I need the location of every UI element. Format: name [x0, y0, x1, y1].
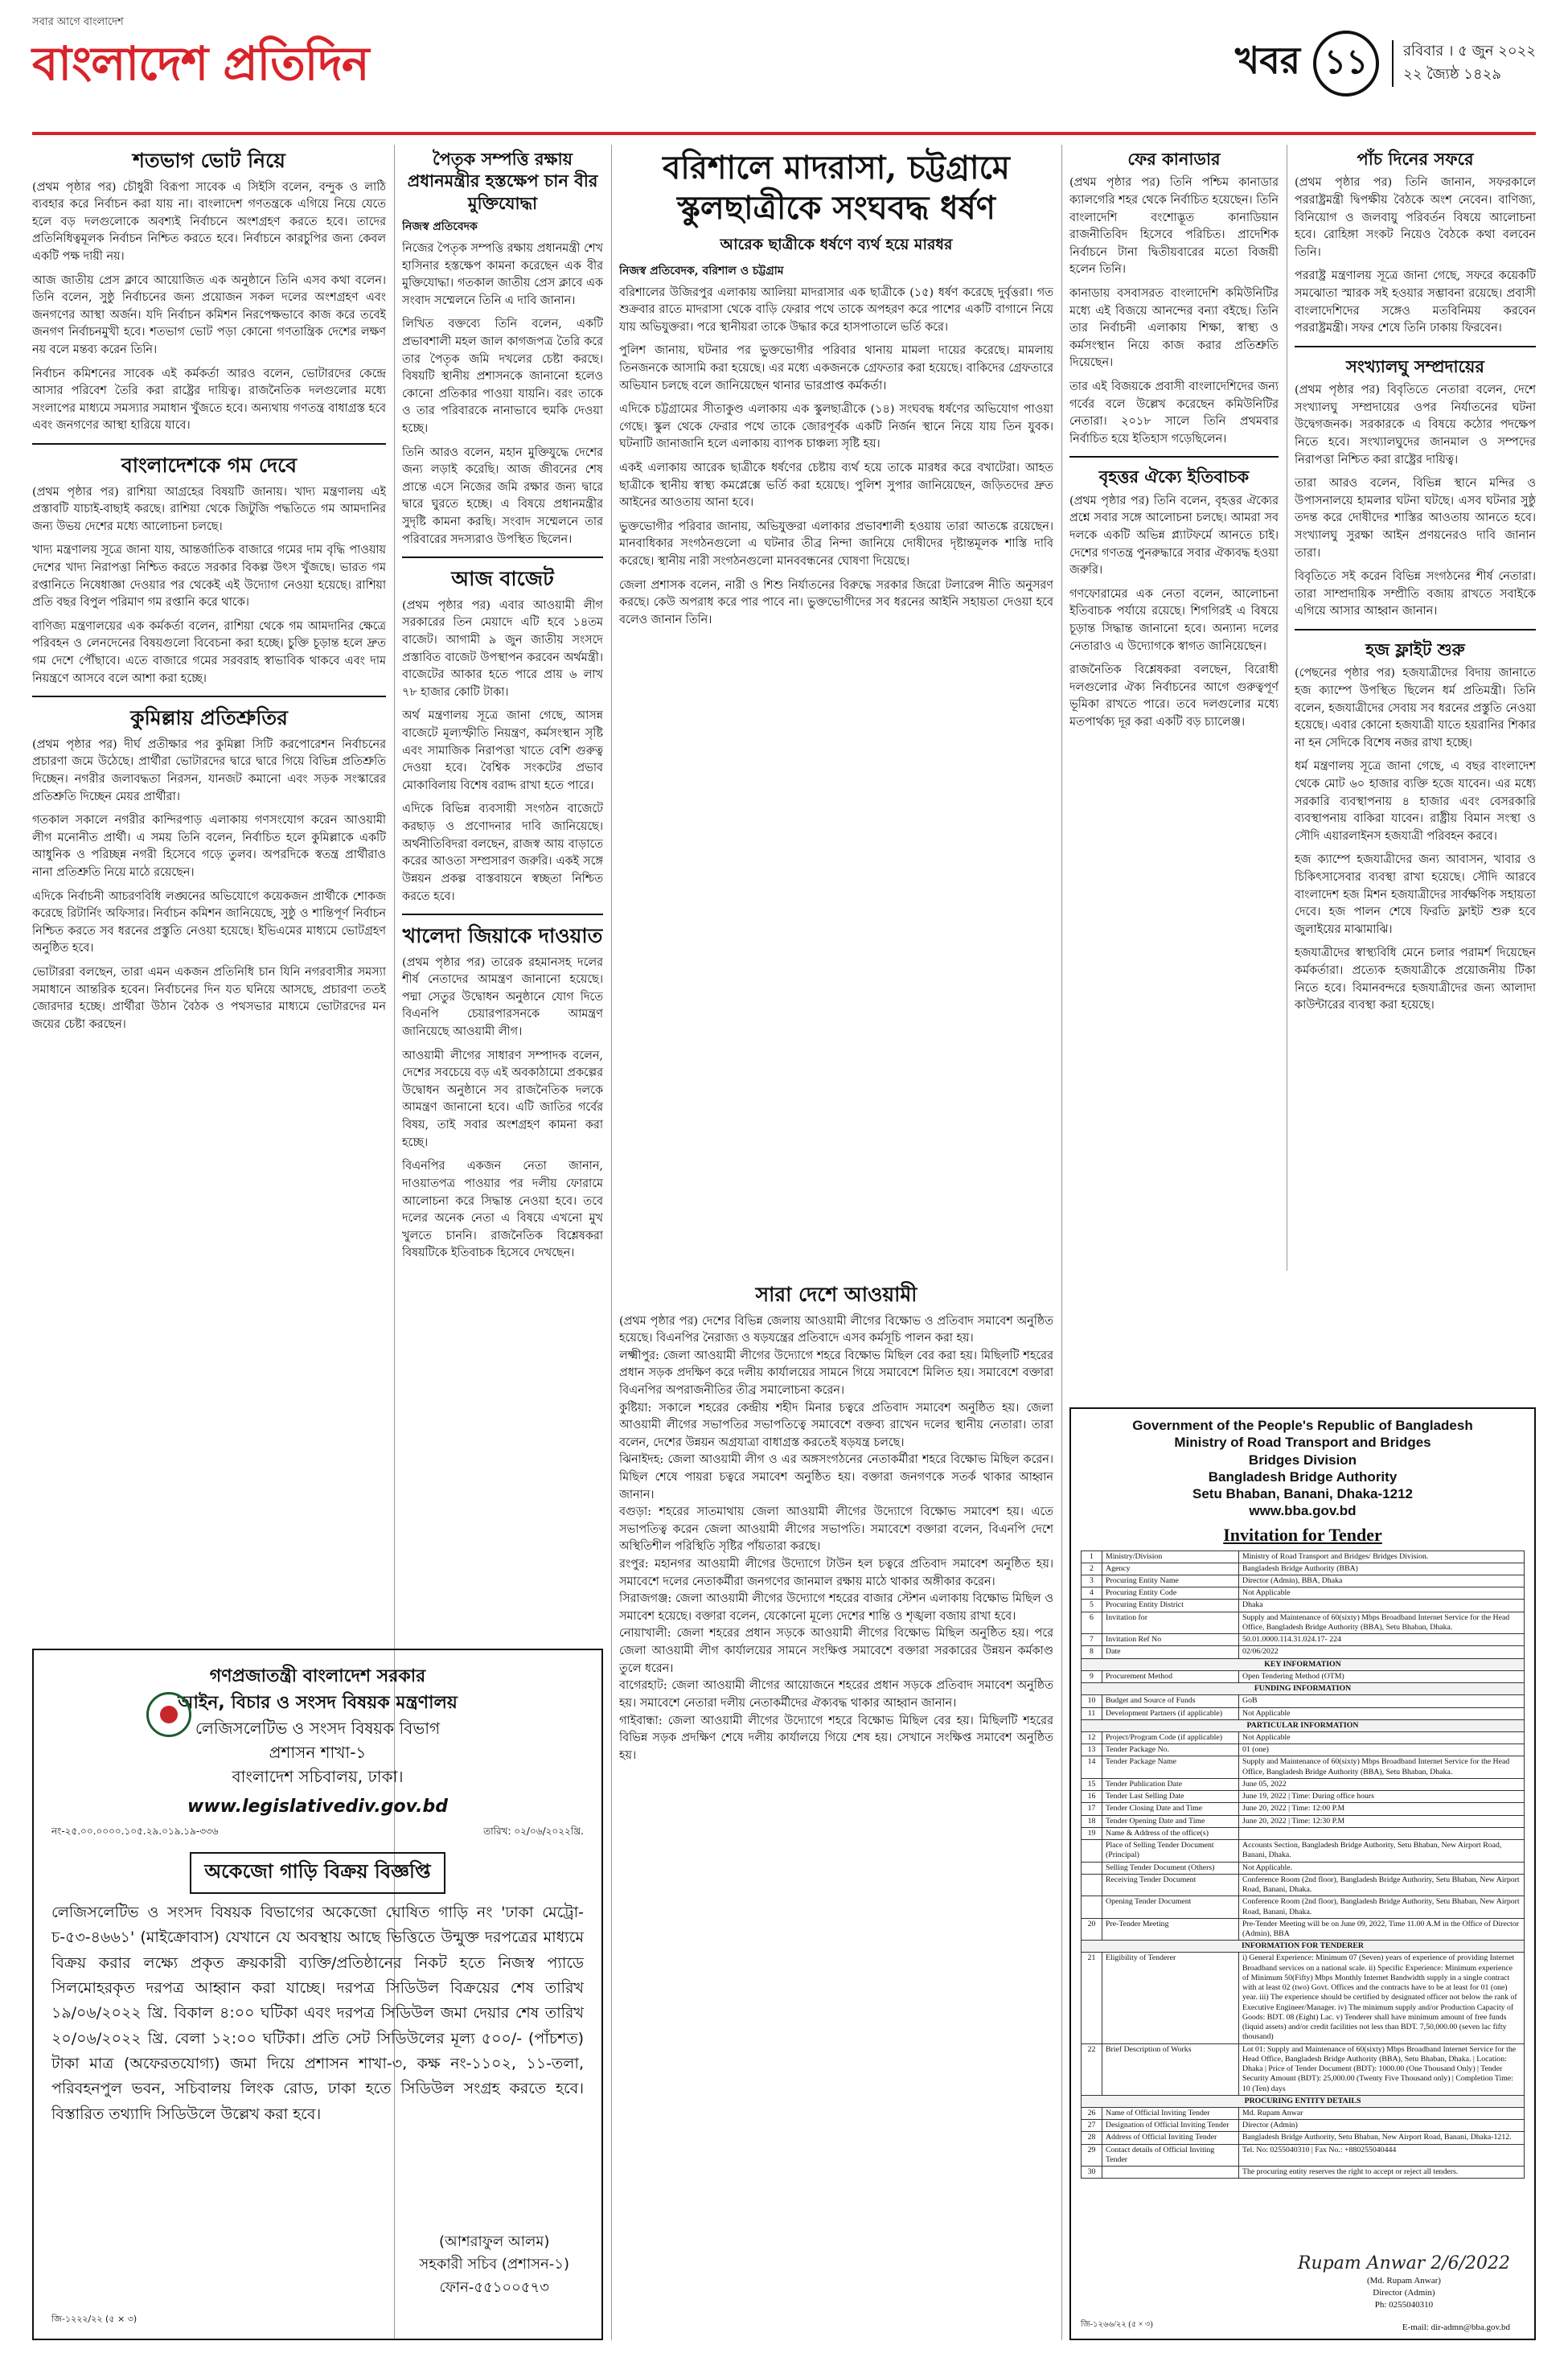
govt-vehicle-sale-notice	[32, 1649, 603, 2340]
tender-row-value: 01 (one)	[1239, 1744, 1525, 1756]
lead-headline: বরিশালে মাদরাসা, চট্টগ্রামে স্কুলছাত্রীকে সংঘবদ্ধ ধর্ষণ	[663, 149, 1010, 227]
article-paragraph: লিখিত বক্তব্যে তিনি বলেন, একটি প্রভাবশালী মহল জাল কাগজপত্র তৈরি করে তার পৈতৃক জমি দখলের চেষ্টা করছে। বিষয়টি স্থানীয় প্রশাসনকে জানানো হলেও কোনো প্রতিকার পাওয়া যায়নি। বরং তাকে ও তার পরিবারকে নানাভাবে হুমকি দেওয়া হচ্ছে।	[402, 318, 603, 435]
ad-ministry: আইন, বিচার ও সংসদ বিষয়ক মন্ত্রণালয়	[178, 1693, 458, 1713]
tender-row-number: 13	[1082, 1744, 1102, 1756]
divider	[402, 914, 603, 915]
article-headline: পৈতৃক সম্পত্তি রক্ষায় প্রধানমন্ত্রীর হস্তক্ষেপ চান বীর মুক্তিযোদ্ধা	[407, 149, 598, 213]
article-paragraph: আওয়ামী লীগের সাধারণ সম্পাদক বলেন, দেশের সবচেয়ে বড় এই অবকাঠামো প্রকল্পের উদ্বোধন অনুষ্ঠানে সব রাজনৈতিক দলকে আমন্ত্রণ জানানো হবে। এটি জাতির গর্বের বিষয়, তাই সবার অংশগ্রহণ কামনা করা হচ্ছে।	[402, 1049, 603, 1149]
tender-row-number: 14	[1082, 1756, 1102, 1778]
article-paragraph: গতকাল সকালে নগরীর কান্দিরপাড় এলাকায় গণসংযোগ করেন আওয়ামী লীগ মনোনীত প্রার্থী। এ সময় তিনি বলেন, নির্বাচিত হলে কুমিল্লাকে একটি আধুনিক ও পরিচ্ছন্ন নগরী হিসেবে গড়ে তুলব। অপরদিকে স্বতন্ত্র প্রার্থীরাও নানা প্রতিশ্রুতি নিয়ে মাঠে রয়েছেন।	[32, 814, 386, 879]
article-headline: আজ বাজেট	[451, 567, 554, 591]
article-paragraph: বাণিজ্য মন্ত্রণালয়ের এক কর্মকর্তা বলেন, রাশিয়া থেকে গম আমদানির ক্ষেত্রে পরিবহন ও লেনদেনের বিষয়গুলো বিবেচনা করা হচ্ছে। চুক্তি চূড়ান্ত হলে দ্রুত গম দেশে পৌঁছাবে। এতে বাজারে গমের সরবরাহ স্বাভাবিক থাকবে এবং দাম নিয়ন্ত্রণে আসবে বলে আশা করা হচ্ছে।	[32, 619, 386, 685]
tender-row	[1082, 1670, 1525, 1682]
tender-row-value	[1239, 1827, 1525, 1839]
tender-row-value: June 19, 2022 | Time: During office hours	[1239, 1791, 1525, 1803]
article-headline: খালেদা জিয়াকে দাওয়াত	[402, 924, 603, 948]
tender-footer-code: জি-১২৬৬/২২ (৫ × ৩)	[1081, 2320, 1153, 2329]
tender-row	[1082, 1953, 1525, 2043]
tender-row-value: Not Applicable	[1239, 1732, 1525, 1744]
column-b	[402, 145, 603, 1271]
tender-section-title: KEY INFORMATION	[1082, 1658, 1525, 1670]
article-paragraph: তার এই বিজয়কে প্রবাসী বাংলাদেশিদের জন্য গর্বের বলে উল্লেখ করেছেন কমিউনিটির নেতারা। ২০১৮ সালে তিনি প্রথমবার নির্বাচিত হয়ে ইতিহাস গড়েছিলেন।	[1069, 380, 1279, 446]
article-paragraph: (প্রথম পৃষ্ঠার পর) তিনি বলেন, বৃহত্তর ঐক্যের প্রশ্নে সবার সঙ্গে আলোচনা চলছে। আমরা সব দলকে একটি অভিন্ন প্ল্যাটফর্মে আনতে চাই। দেশের গণতন্ত্র পুনরুদ্ধারে সবার ঐক্যবদ্ধ হওয়া জরুরি।	[1069, 494, 1279, 577]
article-paragraph: এদিকে চট্টগ্রামের সীতাকুণ্ড এলাকায় এক স্কুলছাত্রীকে (১৪) সংঘবদ্ধ ধর্ষণের অভিযোগ পাওয়া গেছে। স্কুল থেকে ফেরার পথে তাকে জোরপূর্বক একটি নির্জন স্থানে নিয়ে যায় তিন যুবক। ঘটনাটি জানাজানি হলে এলাকায় ব্যাপক চাঞ্চল্য সৃষ্টি হয়।	[619, 403, 1053, 451]
column-rule	[1061, 145, 1062, 2340]
tender-row-label: Designation of Official Inviting Tender	[1102, 2120, 1239, 2132]
article-headline: সংখ্যালঘু সম্প্রদায়ের	[1346, 355, 1484, 376]
ad-signer-title: সহকারী সচিব (প্রশাসন-১)	[419, 2256, 569, 2273]
article-paragraph: রংপুর: মহানগর আওয়ামী লীগের উদ্যোগে টাউন হল চত্বরে প্রতিবাদ সমাবেশ অনুষ্ঠিত হয়। সমাবেশে দলের নেতাকর্মীরা জনগণের জানমাল রক্ষায় মাঠে থাকার অঙ্গীকার করেন।	[619, 1558, 1053, 1588]
article-paitrik	[402, 148, 603, 548]
article-paragraph: তারা আরও বলেন, বিভিন্ন স্থানে মন্দির ও উপাসনালয়ে হামলার ঘটনা ঘটছে। এসব ঘটনার সুষ্ঠু তদন্ত করে দোষীদের শাস্তির আওতায় আনতে হবে। সংখ্যালঘু সুরক্ষা আইন প্রণয়নেরও দাবি জানান তারা।	[1295, 477, 1536, 560]
tender-row	[1082, 1732, 1525, 1744]
article-paragraph: সিরাজগঞ্জ: জেলা আওয়ামী লীগের উদ্যোগে শহরের বাজার স্টেশন এলাকায় বিক্ষোভ মিছিল ও সমাবেশ হয়েছে। বক্তারা বলেন, যেকোনো মূল্যে দেশের শান্তি ও শৃঙ্খলা বজায় রাখা হবে।	[619, 1592, 1053, 1623]
tender-section-title: PROCURING ENTITY DETAILS	[1082, 2095, 1525, 2107]
tender-email: E-mail: dir-admn@bba.gov.bd	[1402, 2323, 1510, 2332]
article-paragraph: (প্রথম পৃষ্ঠার পর) বিবৃতিতে নেতারা বলেন, দেশে সংখ্যালঘু সম্প্রদায়ের ওপর নির্যাতনের ঘটনা উদ্বেগজনক। সরকারকে এ বিষয়ে কঠোর পদক্ষেপ নিতে হবে। সংখ্যালঘুদের জানমাল ও সম্পদের নিরাপত্তা নিশ্চিত করা রাষ্ট্রের দায়িত্ব।	[1295, 384, 1536, 466]
tender-row-label: Invitation Ref No	[1102, 1634, 1239, 1646]
tender-row-label: Contact details of Official Inviting Tender	[1102, 2144, 1239, 2166]
tender-org-line: www.bba.gov.bd	[1249, 1503, 1357, 1519]
article-canada	[1069, 148, 1279, 448]
ad-ref-no: নং-২৫.০০.০০০০.১০৫.২৯.০১৯.১৯-৩৩৬	[51, 1826, 219, 1837]
tender-row	[1082, 2132, 1525, 2144]
tender-row-value: June 20, 2022 | Time: 12:30 P.M	[1239, 1815, 1525, 1827]
tender-row	[1082, 2043, 1525, 2095]
issue-date: রবিবার । ৫ জুন ২০২২	[1403, 43, 1536, 60]
tender-row-number: 8	[1082, 1646, 1102, 1658]
article-headline: হজ ফ্লাইট শুরু	[1365, 639, 1465, 659]
tender-row-number: 28	[1082, 2132, 1102, 2144]
article-headline: বৃহত্তর ঐক্যে ইতিবাচক	[1098, 466, 1250, 487]
article-paragraph: নির্বাচন কমিশনের সাবেক এই কর্মকর্তা আরও বলেন, ভোটারদের কেন্দ্রে আসার পরিবেশ তৈরি করা রাষ্ট্রের দায়িত্ব। রাজনৈতিক দলগুলোর মধ্যে সংলাপের মাধ্যমে সমস্যার সমাধান খুঁজতে হবে। অন্যথায় গণতন্ত্র বাধাগ্রস্ত হবে এবং জনগণের আস্থা হারিয়ে যাবে।	[32, 367, 386, 433]
tender-row-value: Not Applicable.	[1239, 1862, 1525, 1874]
tender-signature-block	[1298, 2252, 1510, 2311]
article-hajj	[1295, 639, 1536, 1015]
tender-row-label: Procurement Method	[1102, 1670, 1239, 1682]
article-paragraph: (প্রথম পৃষ্ঠার পর) তারেক রহমানসহ দলের শীর্ষ নেতাদের আমন্ত্রণ জানানো হয়েছে। পদ্মা সেতুর উদ্বোধন অনুষ্ঠানে যোগ দিতে বিএনপি চেয়ারপারসনকে আমন্ত্রণ জানিয়েছে আওয়ামী লীগ।	[402, 955, 603, 1039]
article-paragraph: অর্থ মন্ত্রণালয় সূত্রে জানা গেছে, আসন্ন বাজেটে মূল্যস্ফীতি নিয়ন্ত্রণ, কর্মসংস্থান সৃষ্টি এবং সামাজিক নিরাপত্তা খাতে বেশি গুরুত্ব দেওয়া হবে। বৈশ্বিক সংকটের প্রভাব মোকাবিলায় বিশেষ বরাদ্দ রাখা হতে পারে।	[402, 709, 603, 792]
column-e	[1295, 145, 1536, 1271]
tender-row-label: Budget and Source of Funds	[1102, 1695, 1239, 1707]
tender-row-number: 16	[1082, 1791, 1102, 1803]
tender-row-value: Bangladesh Bridge Authority (BBA)	[1239, 1563, 1525, 1575]
ad-signer-phone: ফোন-৫৫১০০৫৭৩	[439, 2279, 549, 2297]
tender-row-number: 4	[1082, 1587, 1102, 1600]
article-ekya	[1069, 466, 1279, 731]
tender-row-number: 1	[1082, 1550, 1102, 1563]
column-rule	[611, 145, 612, 2340]
tender-row-value: Director (Admin), BBA, Dhaka	[1239, 1575, 1525, 1587]
article-paragraph: একই এলাকায় আরেক ছাত্রীকে ধর্ষণের চেষ্টায় ব্যর্থ হয়ে তাকে মারধর করে বখাটেরা। আহত ছাত্রীকে স্থানীয় স্বাস্থ্য কমপ্লেক্সে ভর্তি করা হয়েছে। পুলিশ সুপার জানিয়েছেন, জড়িতদের দ্রুত আইনের আওতায় আনা হবে।	[619, 461, 1053, 510]
tender-row-label: Pre-Tender Meeting	[1102, 1918, 1239, 1940]
article-paragraph: বাগেরহাট: জেলা আওয়ামী লীগের আয়োজনে শহরের প্রধান সড়কে প্রতিবাদ সমাবেশ অনুষ্ঠিত হয়। সমাবেশে নেতারা দলীয় নেতাকর্মীদের ঐক্যবদ্ধ থাকার আহ্বান জানান।	[619, 1679, 1053, 1710]
tender-row	[1082, 1803, 1525, 1815]
ad-title: অকেজো গাড়ি বিক্রয় বিজ্ঞপ্তি	[190, 1852, 445, 1894]
article-gom	[32, 453, 386, 688]
article-paragraph: (প্রথম পৃষ্ঠার পর) তিনি জানান, সফরকালে পররাষ্ট্রমন্ত্রী দ্বিপক্ষীয় বৈঠকে অংশ নেবেন। বাণিজ্য, বিনিয়োগ ও জলবায়ু পরিবর্তন বিষয়ে আলোচনা হবে। রোহিঙ্গা সংকট নিয়েও বৈঠকে কথা বলবেন তিনি।	[1295, 176, 1536, 259]
article-headline: সারা দেশে আওয়ামী	[755, 1283, 917, 1306]
tender-row	[1082, 1600, 1525, 1612]
article-paragraph: নিজের পৈতৃক সম্পত্তি রক্ষায় প্রধানমন্ত্রী শেখ হাসিনার হস্তক্ষেপ কামনা করেছেন এক বীর মুক্তিযোদ্ধা। গতকাল জাতীয় প্রেস ক্লাবে এক সংবাদ সম্মেলনে তিনি এ দাবি জানান।	[402, 241, 603, 307]
tender-row-label: Receiving Tender Document	[1102, 1874, 1239, 1896]
article-paragraph: হজ ক্যাম্পে হজযাত্রীদের জন্য আবাসন, খাবার ও চিকিৎসাসেবার ব্যবস্থা রাখা হয়েছে। সৌদি আরবে বাংলাদেশ হজ মিশন হজযাত্রীদের সার্বক্ষণিক সহায়তা দেবে। হজ পালন শেষে ফিরতি ফ্লাইট শুরু হবে জুলাইয়ের মাঝামাঝি।	[1295, 853, 1536, 936]
tender-row	[1082, 1563, 1525, 1575]
tender-row-value: Conference Room (2nd floor), Bangladesh Bridge Authority, Setu Bhaban, New Airport Road, Banani, Dhaka.	[1239, 1896, 1525, 1918]
tender-row-number: 17	[1082, 1803, 1102, 1815]
tender-org-line: Setu Bhaban, Banani, Dhaka-1212	[1192, 1486, 1413, 1501]
tender-row-number	[1082, 1896, 1102, 1918]
tender-row-label: Selling Tender Document (Others)	[1102, 1862, 1239, 1874]
ad-branch: প্রশাসন শাখা-১	[269, 1743, 367, 1762]
tender-row-number: 27	[1082, 2120, 1102, 2132]
masthead-rule	[32, 132, 1536, 135]
page-number: ১১	[1313, 31, 1379, 97]
tender-row-value: Not Applicable	[1239, 1707, 1525, 1719]
tender-org-line: Government of the People's Republic of Bangladesh	[1132, 1418, 1473, 1433]
tender-row-label: Procuring Entity Code	[1102, 1587, 1239, 1600]
tender-row-number: 9	[1082, 1670, 1102, 1682]
tender-row-number: 5	[1082, 1600, 1102, 1612]
tender-row-number	[1082, 1874, 1102, 1896]
article-paragraph: লক্ষ্মীপুর: জেলা আওয়ামী লীগের উদ্যোগে শহরে বিক্ষোভ মিছিল বের করা হয়। মিছিলটি শহরের প্রধান সড়ক প্রদক্ষিণ করে দলীয় কার্যালয়ের সামনে গিয়ে সমাবেশে মিলিত হয়। সমাবেশে বক্তারা বিএনপির অপরাজনীতির তীব্র সমালোচনা করেন।	[619, 1349, 1053, 1397]
article-shatangsho	[32, 148, 386, 435]
newspaper-logo	[32, 14, 450, 135]
ad-govt-name: গণপ্রজাতন্ত্রী বাংলাদেশ সরকার	[209, 1666, 426, 1686]
tender-row-number	[1082, 1840, 1102, 1862]
article-headline: পাঁচ দিনের সফরে	[1357, 149, 1474, 169]
column-a	[32, 145, 386, 1271]
tender-section-row	[1082, 1658, 1525, 1670]
divider	[402, 557, 603, 558]
tender-row	[1082, 2107, 1525, 2119]
article-comilla	[32, 705, 386, 1033]
article-paragraph: ধর্ম মন্ত্রণালয় সূত্রে জানা গেছে, এ বছর বাংলাদেশ থেকে মোট ৬০ হাজার ব্যক্তি হজে যাবেন। এর মধ্যে সরকারি ব্যবস্থাপনায় ৪ হাজার এবং বেসরকারি ব্যবস্থাপনায় বাকিরা যাবেন। রাষ্ট্রীয় বিমান সংস্থা ও সৌদি এয়ারলাইনস হজযাত্রী পরিবহন করবে।	[1295, 760, 1536, 843]
tender-row-value: Supply and Maintenance of 60(sixty) Mbps Broadband Internet Service for the Head Office, Bangladesh Bridge Authority (BBA), Setu Bhaban, Dhaka.	[1239, 1756, 1525, 1778]
ad-body: লেজিসলেটিভ ও সংসদ বিষয়ক বিভাগের অকেজো ঘোষিত গাড়ি নং 'ঢাকা মেট্রো-চ-৫৩-৪৬৬১' (মাইক্রোবাস) যেখানে যে অবস্থায় আছে ভিত্তিতে উন্মুক্ত দরপত্রের মাধ্যমে বিক্রয় করার লক্ষ্যে প্রকৃত ক্রয়কারী ব্যক্তি/প্রতিষ্ঠানের নিকট হতে নিজস্ব প্যাডে সিলমোহরকৃত দরপত্র আহ্বান করা যাচ্ছে। দরপত্র সিডিউল বিক্রয়ের শেষ তারিখ ১৯/০৬/২০২২ খ্রি. বিকাল ৪:০০ ঘটিকা এবং দরপত্র সিডিউল জমা দেয়ার শেষ তারিখ ২০/০৬/২০২২ খ্রি. বেলা ১২:০০ ঘটিকা। প্রতি সেট সিডিউলের মূল্য ৫০০/- (পাঁচশত) টাকা মাত্র (অফেরতযোগ্য) জমা দিয়ে প্রশাসন শাখা-৩, কক্ষ নং-১১০২, ১১-তলা, পরিবহনপুল ভবন, সচিবালয় লিংক রোড, ঢাকা হতে সিডিউল সংগ্রহ করতে হবে। বিস্তারিত তথ্যাদি সিডিউলে উল্লেখ করা হবে।	[51, 1904, 584, 2123]
tender-row-value: Ministry of Road Transport and Bridges/ Bridges Division.	[1239, 1550, 1525, 1563]
ad-ref-row	[51, 1825, 584, 1841]
tender-row	[1082, 1646, 1525, 1658]
issue-dates	[1392, 40, 1536, 87]
article-byline: নিজস্ব প্রতিবেদক, বরিশাল ও চট্টগ্রাম	[619, 264, 784, 277]
tender-row-label: Tender Package No.	[1102, 1744, 1239, 1756]
article-headline: ফের কানাডার	[1127, 149, 1221, 169]
tender-row-label: Place of Selling Tender Document (Principal)	[1102, 1840, 1239, 1862]
newspaper-name: বাংলাদেশ প্রতিদিন	[32, 36, 369, 91]
tender-notice	[1069, 1407, 1536, 2340]
article-panch	[1295, 148, 1536, 338]
ad-website: www.legislativediv.gov.bd	[187, 1797, 448, 1817]
article-paragraph: খাদ্য মন্ত্রণালয় সূত্রে জানা যায়, আন্তর্জাতিক বাজারে গমের দাম বৃদ্ধি পাওয়ায় দেশের খাদ্য নিরাপত্তা নিশ্চিত করতে সরকার বিকল্প উৎস খুঁজছে। ভারত গম রপ্তানিতে নিষেধাজ্ঞা দেওয়ার পর থেকেই এই উদ্যোগ নেওয়া হয়েছে। রাশিয়া প্রতি বছর বিপুল পরিমাণ গম রপ্তানি করে থাকে।	[32, 544, 386, 610]
tender-row-label: Eligibility of Tenderer	[1102, 1953, 1239, 2043]
article-paragraph: গণফোরামের এক নেতা বলেন, আলোচনা ইতিবাচক পর্যায়ে রয়েছে। শিগগিরই এ বিষয়ে চূড়ান্ত সিদ্ধান্ত জানানো হবে। অন্যান্য দলের নেতারাও এ উদ্যোগকে স্বাগত জানিয়েছেন।	[1069, 587, 1279, 653]
tender-row-number: 12	[1082, 1732, 1102, 1744]
article-paragraph: আজ জাতীয় প্রেস ক্লাবে আয়োজিত এক অনুষ্ঠানে তিনি এসব কথা বলেন। তিনি বলেন, সুষ্ঠু নির্বাচনের জন্য প্রয়োজন সকল দলের অংশগ্রহণ এবং জনগণের আস্থা অর্জন। যদি নির্বাচন কমিশন নিরপেক্ষভাবে কাজ করে তবেই জনগণ নির্বাচনমুখী হবে। শতভাগ ভোট পড়া কোনো গণতান্ত্রিক দেশের লক্ষণ নয় বলে মন্তব্য করেন তিনি।	[32, 273, 386, 356]
tender-row-label	[1102, 2167, 1239, 2179]
tender-row-value: Bangladesh Bridge Authority, Setu Bhaban, New Airport Road, Banani, Dhaka-1212.	[1239, 2132, 1525, 2144]
tender-row-value: Supply and Maintenance of 60(sixty) Mbps Broadband Internet Service for the Head Office, Bangladesh Bridge Authority (BBA), Setu Bhaban, Dhaka.	[1239, 1612, 1525, 1633]
tender-row-number: 2	[1082, 1563, 1102, 1575]
issue-date-bangla: ২২ জ্যৈষ্ঠ ১৪২৯	[1403, 66, 1502, 83]
tender-row-label: Development Partners (if applicable)	[1102, 1707, 1239, 1719]
article-paragraph: (প্রথম পৃষ্ঠার পর) দেশের বিভিন্ন জেলায় আওয়ামী লীগের বিক্ষোভ ও প্রতিবাদ সমাবেশ অনুষ্ঠিত হয়েছে। বিএনপির নৈরাজ্য ও ষড়যন্ত্রের প্রতিবাদে এসব কর্মসূচি পালন করা হয়।	[619, 1314, 1053, 1345]
article-shankhya	[1295, 355, 1536, 621]
article-budget	[402, 566, 603, 906]
tender-row-value: June 05, 2022	[1239, 1778, 1525, 1790]
tender-row-number: 3	[1082, 1575, 1102, 1587]
tender-row-label: Invitation for	[1102, 1612, 1239, 1633]
tender-row-label: Tender Publication Date	[1102, 1778, 1239, 1790]
tender-row	[1082, 1744, 1525, 1756]
article-paragraph: তিনি আরও বলেন, মহান মুক্তিযুদ্ধে দেশের জন্য লড়াই করেছি। আজ জীবনের শেষ প্রান্তে এসে নিজের জমি রক্ষার জন্য দ্বারে দ্বারে ঘুরতে হচ্ছে। এ বিষয়ে প্রধানমন্ত্রীর সুদৃষ্টি কামনা করছি। সংবাদ সম্মেলনে তার পরিবারের সদস্যরাও উপস্থিত ছিলেন।	[402, 446, 603, 546]
tender-row-number: 15	[1082, 1778, 1102, 1790]
tender-row-value: 02/06/2022	[1239, 1646, 1525, 1658]
tender-row-label: Agency	[1102, 1563, 1239, 1575]
article-paragraph: এদিকে নির্বাচনী আচরণবিধি লঙ্ঘনের অভিযোগে কয়েকজন প্রার্থীকে শোকজ করেছে রিটার্নিং অফিসার। নির্বাচন কমিশন জানিয়েছে, সুষ্ঠু ও শান্তিপূর্ণ নির্বাচন নিশ্চিত করতে সব ধরনের প্রস্তুতি নেওয়া হয়েছে। ইভিএমের মাধ্যমে ভোটগ্রহণ অনুষ্ঠিত হবে।	[32, 889, 386, 955]
tender-signature-mark: Rupam Anwar 2/6/2022	[1297, 2253, 1510, 2273]
tender-row	[1082, 1695, 1525, 1707]
article-paragraph: রাজনৈতিক বিশ্লেষকরা বলছেন, বিরোধী দলগুলোর ঐক্য নির্বাচনের আগে গুরুত্বপূর্ণ ভূমিকা রাখতে পারে। তবে দলগুলোর মধ্যে মতপার্থক্য দূর করা একটি বড় চ্যালেঞ্জ।	[1069, 663, 1279, 729]
tender-row	[1082, 1612, 1525, 1633]
divider	[32, 443, 386, 445]
column-d	[1069, 145, 1279, 1271]
article-paragraph: নোয়াখালী: জেলা শহরের প্রধান সড়কে আওয়ামী লীগের বিক্ষোভ মিছিল অনুষ্ঠিত হয়। পরে জেলা আওয়ামী লীগ কার্যালয়ের সামনে সংক্ষিপ্ত সমাবেশে বক্তারা সরকারের উন্নয়ন কর্মকাণ্ড তুলে ধরেন।	[619, 1627, 1053, 1675]
tender-row	[1082, 2167, 1525, 2179]
article-headline: কুমিল্লায় প্রতিশ্রুতির	[130, 706, 288, 730]
tender-row	[1082, 1896, 1525, 1918]
tender-row-label: Name of Official Inviting Tender	[1102, 2107, 1239, 2119]
tender-row-number: 20	[1082, 1918, 1102, 1940]
tender-row-number: 18	[1082, 1815, 1102, 1827]
article-byline: নিজস্ব প্রতিবেদক	[402, 220, 478, 233]
tender-row	[1082, 1634, 1525, 1646]
tender-row-value: Pre-Tender Meeting will be on June 09, 2022, Time 11.00 A.M in the Office of Director (Admin), BBA	[1239, 1918, 1525, 1940]
article-paragraph: এদিকে বিভিন্ন ব্যবসায়ী সংগঠন বাজেটে করছাড় ও প্রণোদনার দাবি জানিয়েছে। অর্থনীতিবিদরা বলছেন, রাজস্ব আয় বাড়াতে করের আওতা সম্প্রসারণ জরুরি। একই সঙ্গে উন্নয়ন প্রকল্প বাস্তবায়নে স্বচ্ছতা নিশ্চিত করতে হবে।	[402, 803, 603, 903]
tender-row-number: 22	[1082, 2043, 1102, 2095]
article-khaleda	[402, 923, 603, 1263]
tender-row-label: Tender Closing Date and Time	[1102, 1803, 1239, 1815]
article-paragraph: গাইবান্ধা: জেলা আওয়ামী লীগের উদ্যোগে শহরে বিক্ষোভ মিছিল বের হয়। মিছিলটি শহরের বিভিন্ন সড়ক প্রদক্ষিণ শেষে দলীয় কার্যালয়ে গিয়ে শেষ হয়। সেখানে সংক্ষিপ্ত সমাবেশ অনুষ্ঠিত হয়।	[619, 1714, 1053, 1762]
tender-row-label: Ministry/Division	[1102, 1550, 1239, 1563]
tender-row-value: June 20, 2022 | Time: 12:00 P.M	[1239, 1803, 1525, 1815]
article-paragraph: (প্রথম পৃষ্ঠার পর) এবার আওয়ামী লীগ সরকারের তিন মেয়াদে এটি হবে ১৪তম বাজেট। আগামী ৯ জুন জাতীয় সংসদে প্রস্তাবিত বাজেট উপস্থাপন করবেন অর্থমন্ত্রী। বাজেটের আকার হতে পারে প্রায় ৬ লাখ ৭৮ হাজার কোটি টাকা।	[402, 598, 603, 699]
page-header-info	[1235, 31, 1536, 97]
masthead-tagline: সবার আগে বাংলাদেশ	[32, 16, 124, 28]
article-headline: শতভাগ ভোট নিয়ে	[133, 149, 285, 172]
tender-row-label: Address of Official Inviting Tender	[1102, 2132, 1239, 2144]
article-paragraph: বিএনপির একজন নেতা জানান, দাওয়াতপত্র পাওয়ার পর দলীয় ফোরামে আলোচনা করে সিদ্ধান্ত নেওয়া হবে। তবে দলের অনেক নেতা এ বিষয়ে এখনো মুখ খুলতে চাননি। রাজনৈতিক বিশ্লেষকরা বিষয়টিকে ইতিবাচক হিসেবে দেখছেন।	[402, 1160, 603, 1260]
tender-row	[1082, 2120, 1525, 2132]
tender-row-label: Tender Package Name	[1102, 1756, 1239, 1778]
tender-row	[1082, 1840, 1525, 1862]
article-paragraph: (পেছনের পৃষ্ঠার পর) হজযাত্রীদের বিদায় জানাতে হজ ক্যাম্পে উপস্থিত ছিলেন ধর্ম প্রতিমন্ত্রী। তিনি বলেন, হজযাত্রীদের সেবায় সব ধরনের প্রস্তুতি নেওয়া হয়েছে। এবার কোনো হজযাত্রী যাতে হয়রানির শিকার না হন সেদিকে বিশেষ নজর রাখা হচ্ছে।	[1295, 667, 1536, 750]
tender-row-number	[1082, 1862, 1102, 1874]
tender-row-label: Procuring Entity District	[1102, 1600, 1239, 1612]
article-paragraph: পররাষ্ট্র মন্ত্রণালয় সূত্রে জানা গেছে, সফরে কয়েকটি সমঝোতা স্মারক সই হওয়ার সম্ভাবনা রয়েছে। প্রবাসী বাংলাদেশিদের সঙ্গেও মতবিনিময় করবেন পররাষ্ট্রমন্ত্রী। সফর শেষে তিনি ঢাকায় ফিরবেন।	[1295, 269, 1536, 335]
tender-row	[1082, 2144, 1525, 2166]
ad-address: বাংলাদেশ সচিবালয়, ঢাকা।	[232, 1767, 404, 1786]
tender-row-label: Tender Last Selling Date	[1102, 1791, 1239, 1803]
tender-row-number: 21	[1082, 1953, 1102, 2043]
article-paragraph: বরিশালের উজিরপুর এলাকায় আলিয়া মাদরাসার এক ছাত্রীকে (১৫) ধর্ষণ করেছে দুর্বৃত্তরা। গত শুক্রবার রাতে মাদরাসা থেকে বাড়ি ফেরার পথে তাকে অপহরণ করে পাশের একটি বাগানে নিয়ে যায় অভিযুক্তরা। পরে স্থানীয়রা তাকে উদ্ধার করে হাসপাতালে ভর্তি করে।	[619, 285, 1053, 334]
tender-org-line: Bangladesh Bridge Authority	[1208, 1468, 1398, 1485]
tender-section-row	[1082, 1719, 1525, 1731]
article-paragraph: (প্রথম পৃষ্ঠার পর) চৌধুরী বিরূপা সাবেক এ সিইসি বলেন, বন্দুক ও লাঠি ব্যবহার করে নির্বাচন করা যায় না। বাংলাদেশ গণতন্ত্রকে এগিয়ে নিয়ে যেতে হলে বড় দলগুলোকে অবশ্যই নির্বাচনে অংশগ্রহণ করতে হবে। তাদের প্রতিনিধিত্বমূলক নির্বাচন নিশ্চিত করতে হবে। নির্বাচনে কারচুপির জন্য কেবল একটি পক্ষ দায়ী নয়।	[32, 180, 386, 263]
tender-row-value: The procuring entity reserves the right to accept or reject all tenders.	[1239, 2167, 1525, 2179]
tender-signer: (Md. Rupam Anwar)	[1366, 2276, 1441, 2286]
tender-row	[1082, 1550, 1525, 1563]
tender-row-number: 26	[1082, 2107, 1102, 2119]
tender-row	[1082, 1778, 1525, 1790]
tender-section-title: INFORMATION FOR TENDERER	[1082, 1941, 1525, 1953]
tender-signer-title: Director (Admin)	[1373, 2288, 1435, 2298]
article-paragraph: (প্রথম পৃষ্ঠার পর) তিনি পশ্চিম কানাডার ক্যালগেরি শহর থেকে নির্বাচিত হয়েছেন। তিনি বাংলাদেশি বংশোদ্ভূত কানাডিয়ান রাজনীতিবিদ হিসেবে পরিচিত। প্রাদেশিক নির্বাচনে টানা দ্বিতীয়বারের মতো বিজয়ী হলেন তিনি।	[1069, 176, 1279, 277]
tender-signer-phone: Ph: 0255040310	[1374, 2300, 1434, 2310]
tender-org-line: Ministry of Road Transport and Bridges	[1174, 1435, 1431, 1451]
tender-section-row	[1082, 2095, 1525, 2107]
tender-org-line: Bridges Division	[1248, 1452, 1357, 1468]
tender-row	[1082, 1575, 1525, 1587]
tender-row-value: GoB	[1239, 1695, 1525, 1707]
tender-row-value: Accounts Section, Bangladesh Bridge Authority, Setu Bhaban, New Airport Road, Banani, Dhaka.	[1239, 1840, 1525, 1862]
article-awami	[619, 1279, 1053, 2340]
tender-title: Invitation for Tender	[1223, 1524, 1382, 1545]
tender-row	[1082, 1587, 1525, 1600]
tender-row	[1082, 1918, 1525, 1940]
article-paragraph: পুলিশ জানায়, ঘটনার পর ভুক্তভোগীর পরিবার থানায় মামলা দায়ের করেছে। মামলায় তিনজনকে আসামি করা হয়েছে। এর মধ্যে একজনকে গ্রেফতার করা হয়েছে। বাকিদের গ্রেফতারে অভিযান চলছে বলে জানিয়েছেন থানার ভারপ্রাপ্ত কর্মকর্তা।	[619, 344, 1053, 392]
article-barishal	[619, 148, 1053, 629]
section-label: খবর	[1235, 39, 1301, 82]
divider	[1295, 346, 1536, 347]
ad-signature-block	[419, 2231, 569, 2300]
tender-row	[1082, 1707, 1525, 1719]
tender-row	[1082, 1791, 1525, 1803]
tender-row-number: 29	[1082, 2144, 1102, 2166]
article-paragraph: ঝিনাইদহ: জেলা আওয়ামী লীগ ও এর অঙ্গসংগঠনের নেতাকর্মীরা শহরে বিক্ষোভ মিছিল করেন। মিছিল শেষে পায়রা চত্বরে সমাবেশ অনুষ্ঠিত হয়। বক্তারা জনগণকে সতর্ক থাকার আহ্বান জানান।	[619, 1453, 1053, 1501]
tender-section-title: FUNDING INFORMATION	[1082, 1683, 1525, 1695]
tender-row-label: Date	[1102, 1646, 1239, 1658]
tender-row-value: Tel. No: 0255040310 | Fax No.: +880255040444	[1239, 2144, 1525, 2166]
tender-row-number: 7	[1082, 1634, 1102, 1646]
tender-row-label: Opening Tender Document	[1102, 1896, 1239, 1918]
tender-row	[1082, 1756, 1525, 1778]
tender-row-value: Conference Room (2nd floor), Bangladesh Bridge Authority, Setu Bhaban, New Airport Road, Banani, Dhaka.	[1239, 1874, 1525, 1896]
ad-signer: (আশরাফুল আলম)	[438, 2232, 550, 2250]
tender-row-label: Project/Program Code (if applicable)	[1102, 1732, 1239, 1744]
tender-row	[1082, 1815, 1525, 1827]
tender-row-label: Procuring Entity Name	[1102, 1575, 1239, 1587]
tender-section-title: PARTICULAR INFORMATION	[1082, 1719, 1525, 1731]
article-paragraph: জেলা প্রশাসক বলেন, নারী ও শিশু নির্যাতনের বিরুদ্ধে সরকার জিরো টলারেন্স নীতি অনুসরণ করছে। কেউ অপরাধ করে পার পাবে না। ভুক্তভোগীদের সব ধরনের আইনি সহায়তা দেওয়া হবে বলেও জানান তিনি।	[619, 578, 1053, 626]
tender-table	[1081, 1550, 1525, 2179]
article-paragraph: ভোটাররা বলছেন, তারা এমন একজন প্রতিনিধি চান যিনি নগরবাসীর সমস্যা সমাধানে আন্তরিক হবেন। নির্বাচনের দিন যত ঘনিয়ে আসছে, প্রচারণা ততই জোরদার হচ্ছে। প্রার্থীরা উঠান বৈঠক ও পথসভার মাধ্যমে ভোটারদের মন জয়ের চেষ্টা করছেন।	[32, 966, 386, 1031]
divider	[1295, 629, 1536, 630]
tender-row-value: Open Tendering Method (OTM)	[1239, 1670, 1525, 1682]
tender-row-value: Dhaka	[1239, 1600, 1525, 1612]
divider	[1069, 456, 1279, 458]
article-paragraph: (প্রথম পৃষ্ঠার পর) দীর্ঘ প্রতীক্ষার পর কুমিল্লা সিটি করপোরেশন নির্বাচনের প্রচারণা জমে উঠেছে। প্রার্থীরা ভোটারদের দ্বারে দ্বারে গিয়ে বিভিন্ন প্রতিশ্রুতি দিচ্ছেন। নগরীর জলাবদ্ধতা নিরসন, যানজট কমানো এবং সড়ক সংস্কারের প্রতিশ্রুতি দিচ্ছেন মেয়র প্রার্থীরা।	[32, 737, 386, 803]
tender-row-value: Director (Admin)	[1239, 2120, 1525, 2132]
lead-subheadline: আরেক ছাত্রীকে ধর্ষণে ব্যর্থ হয়ে মারধর	[720, 236, 953, 253]
ad-date: তারিখ: ০২/০৬/২০২২খ্রি.	[483, 1826, 584, 1837]
tender-section-row	[1082, 1941, 1525, 1953]
tender-row-number: 6	[1082, 1612, 1102, 1633]
column-c	[619, 145, 1053, 1271]
tender-row-number: 19	[1082, 1827, 1102, 1839]
tender-row-label: Tender Opening Date and Time	[1102, 1815, 1239, 1827]
divider	[32, 696, 386, 697]
tender-row-value: i) General Experience: Minimum 07 (Seven) years of experience of providing Internet Broadband services on a national scale. ii) Specific Experience: Minimum experience of Minimum 50(Fifty) Mbps Monthly Internet Bandwidth supply in a single contract with at least 02 (two) Govt. Offices and the contracts have to be at least for 01 (one) year. iii) The experience should be certified by designated officer not below the rank of Executive Engineer/Manager. iv) The minimum supply and/or Production Capacity of Goods: BDT. 08 (Eight) Lac. v) Tenderer shall have minimum amount of free funds (liquid assets) and/or credit facilities not less than BDT. 7,50,000.00 (seven lac fifty thousand)	[1239, 1953, 1525, 2043]
masthead	[32, 14, 1536, 135]
tender-row-number: 11	[1082, 1707, 1102, 1719]
article-paragraph: ভুক্তভোগীর পরিবার জানায়, অভিযুক্তরা এলাকার প্রভাবশালী হওয়ায় তারা আতঙ্কে রয়েছেন। মানবাধিকার সংগঠনগুলো এ ঘটনার তীব্র নিন্দা জানিয়ে দোষীদের দৃষ্টান্তমূলক শাস্তি দাবি করেছে। স্থানীয় নারী সংগঠনগুলো মানববন্ধনের ঘোষণা দিয়েছে।	[619, 520, 1053, 569]
article-paragraph: কানাডায় বসবাসরত বাংলাদেশি কমিউনিটির মধ্যে এই বিজয়ে আনন্দের বন্যা বইছে। তিনি তার নির্বাচনী এলাকায় শিক্ষা, স্বাস্থ্য ও কর্মসংস্থান নিয়ে কাজ করার প্রতিশ্রুতি দিয়েছেন।	[1069, 286, 1279, 370]
article-paragraph: হজযাত্রীদের স্বাস্থ্যবিধি মেনে চলার পরামর্শ দিয়েছেন কর্মকর্তারা। প্রত্যেক হজযাত্রীকে প্রয়োজনীয় টিকা নিতে হবে। বিমানবন্দরে হজযাত্রীদের জন্য আলাদা কাউন্টারের ব্যবস্থা করা হয়েছে।	[1295, 947, 1536, 1012]
ad-footer-code: জি-১২২২/২২ (৫ × ৩)	[51, 2314, 138, 2324]
tender-row-label: Brief Description of Works	[1102, 2043, 1239, 2095]
tender-row-label: Name & Address of the office(s)	[1102, 1827, 1239, 1839]
tender-row-value: Lot 01: Supply and Maintenance of 60(sixty) Mbps Broadband Internet Service for the Head Office, Bangladesh Bridge Authority (BBA), Setu Bhaban, Dhaka. | Location: Dhaka | Price of Tender Document (BDT): 1000.00 (One Thousand Only) | Tender Security Amount (BDT): 25,000.00 (Twenty Five Thousand only) | Completion Time: 10 (Ten) days	[1239, 2043, 1525, 2095]
article-paragraph: বগুড়া: শহরের সাতমাথায় জেলা আওয়ামী লীগের উদ্যোগে বিক্ষোভ সমাবেশ হয়। এতে সভাপতিত্ব করেন জেলা আওয়ামী লীগের সভাপতি। সমাবেশে বক্তারা বলেন, বিএনপি দেশে অস্থিতিশীল পরিস্থিতি সৃষ্টির পাঁয়তারা করছে।	[619, 1505, 1053, 1554]
tender-section-row	[1082, 1683, 1525, 1695]
article-paragraph: (প্রথম পৃষ্ঠার পর) রাশিয়া আগ্রহের বিষয়টি জানায়। খাদ্য মন্ত্রণালয় এই প্রস্তাবটি যাচাই-বাছাই করছে। রাশিয়া থেকে জিটুজি পদ্ধতিতে গম আমদানির জন্য উভয় দেশের মধ্যে আলোচনা চলছে।	[32, 485, 386, 533]
article-paragraph: বিবৃতিতে সই করেন বিভিন্ন সংগঠনের শীর্ষ নেতারা। তারা সাম্প্রদায়িক সম্প্রীতি বজায় রাখতে সবাইকে এগিয়ে আসার আহ্বান জানান।	[1295, 570, 1536, 618]
tender-row-number: 10	[1082, 1695, 1102, 1707]
tender-row	[1082, 1827, 1525, 1839]
government-emblem-icon	[146, 1692, 191, 1737]
ad-division: লেজিসলেটিভ ও সংসদ বিষয়ক বিভাগ	[195, 1719, 441, 1738]
tender-row-value: Not Applicable	[1239, 1587, 1525, 1600]
tender-row	[1082, 1874, 1525, 1896]
tender-org-header	[1081, 1417, 1525, 1520]
tender-row-value: 50.01.0000.114.31.024.17- 224	[1239, 1634, 1525, 1646]
tender-row	[1082, 1862, 1525, 1874]
article-headline: বাংলাদেশকে গম দেবে	[121, 454, 298, 478]
tender-row-number: 30	[1082, 2167, 1102, 2179]
article-paragraph: কুষ্টিয়া: সকালে শহরের কেন্দ্রীয় শহীদ মিনার চত্বরে প্রতিবাদ সমাবেশ অনুষ্ঠিত হয়। জেলা আওয়ামী লীগের সভাপতির সভাপতিত্বে সমাবেশে বক্তব্য রাখেন দলের স্থানীয় নেতারা। তারা বলেন, দেশের উন্নয়ন অগ্রযাত্রা বাধাগ্রস্ত করতেই ষড়যন্ত্র চলছে।	[619, 1401, 1053, 1449]
tender-row-value: Md. Rupam Anwar	[1239, 2107, 1525, 2119]
